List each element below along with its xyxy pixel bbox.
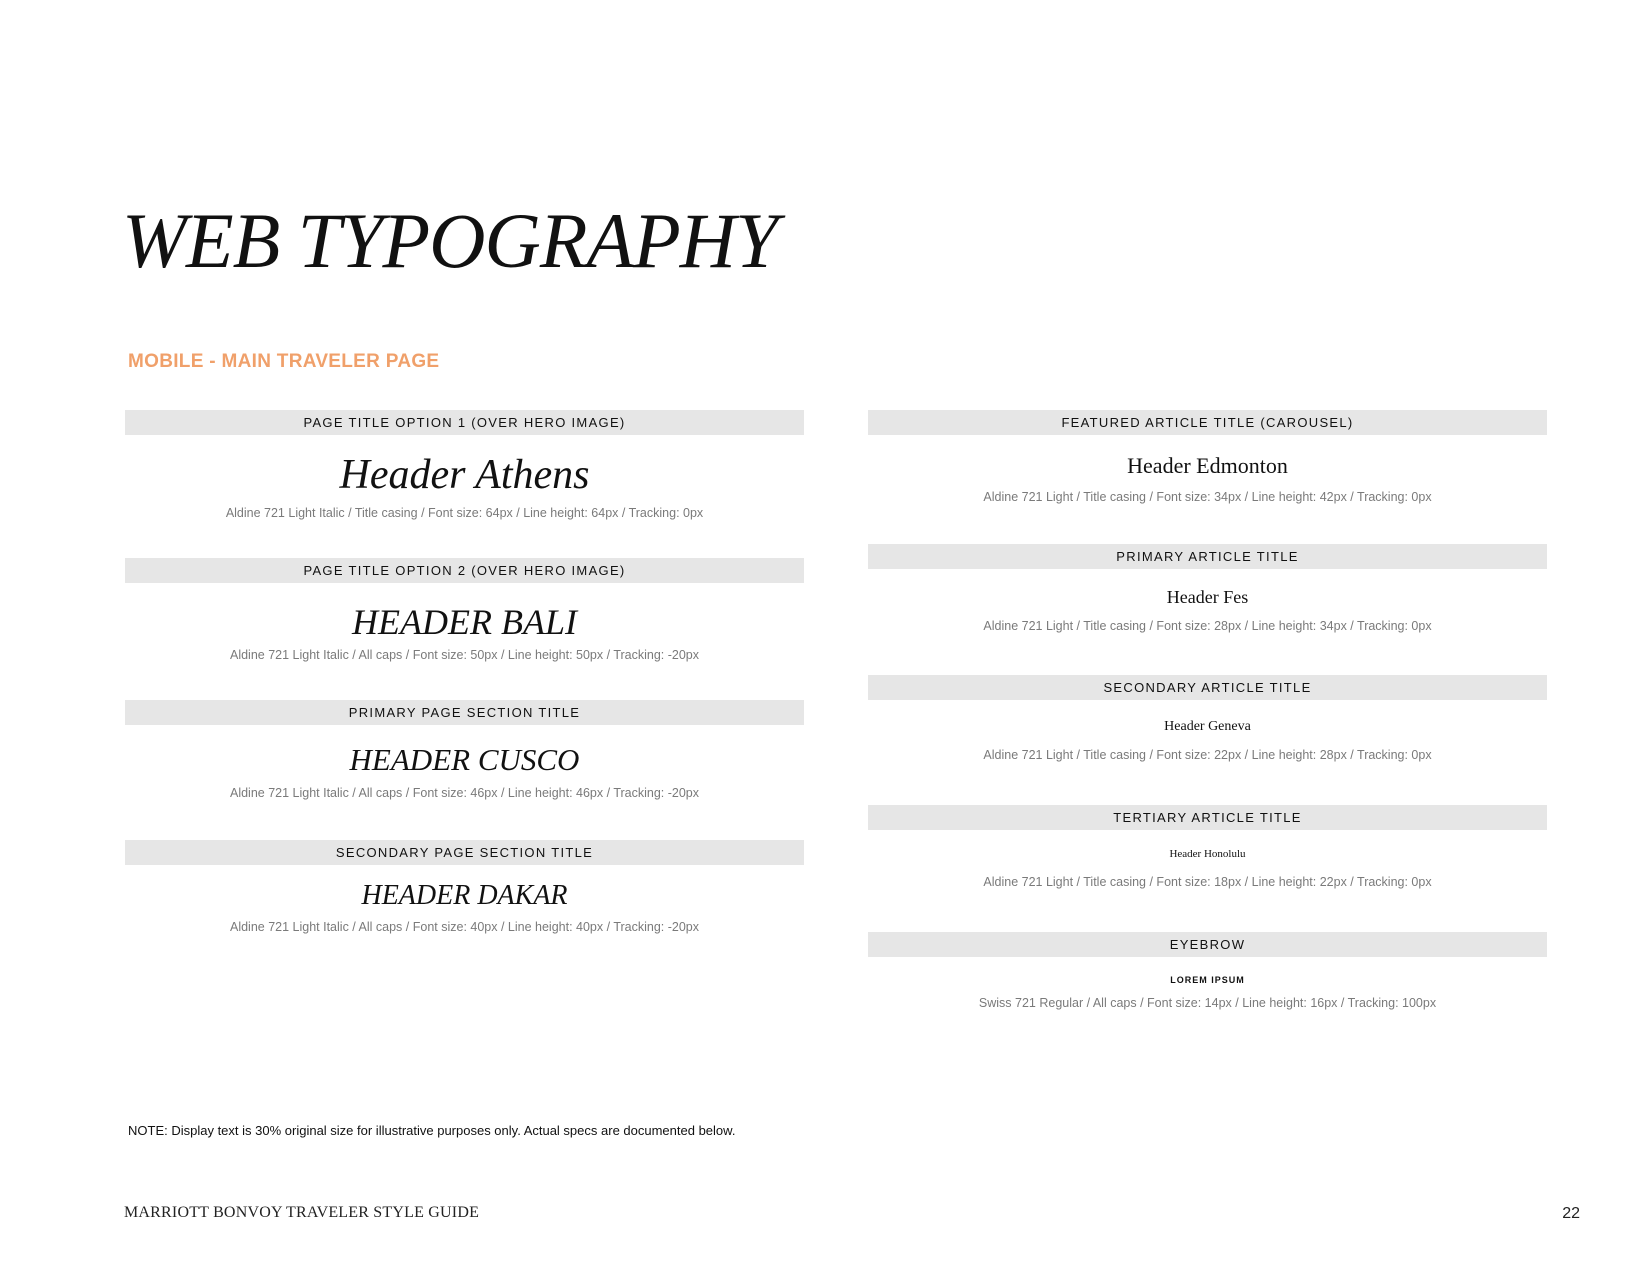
illustrative-size-note: NOTE: Display text is 30% original size for illustrative purposes only. Actual specs are documented below. xyxy=(128,1123,736,1138)
spec-label: EYEBROW xyxy=(868,932,1547,957)
type-sample: HEADER BALI xyxy=(352,602,577,642)
type-sample: Header Fes xyxy=(1166,587,1249,607)
type-sample: Header Athens xyxy=(339,452,590,498)
spec-primary-article-title xyxy=(868,544,1547,634)
spec-page-title-option-1 xyxy=(125,410,804,521)
page-title: WEB TYPOGRAPHY xyxy=(122,197,778,284)
spec-description: Aldine 721 Light / Title casing / Font size: 28px / Line height: 34px / Tracking: 0px xyxy=(983,619,1432,633)
spec-description: Aldine 721 Light Italic / All caps / Font size: 40px / Line height: 40px / Tracking: -20px xyxy=(229,920,700,934)
type-sample: HEADER DAKAR xyxy=(361,880,568,911)
type-sample: HEADER CUSCO xyxy=(349,742,580,777)
spec-tertiary-article-title xyxy=(868,805,1547,890)
footer-guide-title: MARRIOTT BONVOY TRAVELER STYLE GUIDE xyxy=(124,1204,480,1221)
spec-secondary-article-title xyxy=(868,675,1547,763)
spec-eyebrow xyxy=(868,932,1547,1011)
type-sample: LOREM IPSUM xyxy=(1170,975,1245,985)
spec-label: SECONDARY ARTICLE TITLE xyxy=(868,675,1547,700)
spec-description: Aldine 721 Light / Title casing / Font size: 18px / Line height: 22px / Tracking: 0px xyxy=(983,875,1432,889)
spec-label: SECONDARY PAGE SECTION TITLE xyxy=(125,840,804,865)
type-sample: Header Honolulu xyxy=(1169,848,1246,860)
spec-label: FEATURED ARTICLE TITLE (CAROUSEL) xyxy=(868,410,1547,435)
spec-description: Swiss 721 Regular / All caps / Font size: 14px / Line height: 16px / Tracking: 100px xyxy=(978,996,1437,1010)
section-heading: MOBILE - MAIN TRAVELER PAGE xyxy=(128,351,440,372)
spec-label: PAGE TITLE OPTION 1 (OVER HERO IMAGE) xyxy=(125,410,804,435)
page-number: 22 xyxy=(1562,1205,1580,1222)
spec-description: Aldine 721 Light Italic / All caps / Font size: 46px / Line height: 46px / Tracking: -20px xyxy=(229,786,700,800)
spec-featured-article-title xyxy=(868,410,1547,505)
spec-primary-page-section-title xyxy=(125,700,804,801)
spec-description: Aldine 721 Light Italic / Title casing / Font size: 64px / Line height: 64px / Tracking: 0px xyxy=(225,506,704,520)
spec-label: PRIMARY ARTICLE TITLE xyxy=(868,544,1547,569)
spec-label: TERTIARY ARTICLE TITLE xyxy=(868,805,1547,830)
spec-label: PAGE TITLE OPTION 2 (OVER HERO IMAGE) xyxy=(125,558,804,583)
type-sample: Header Geneva xyxy=(1164,719,1251,734)
type-sample: Header Edmonton xyxy=(1127,453,1288,478)
spec-page-title-option-2 xyxy=(125,558,804,663)
spec-description: Aldine 721 Light / Title casing / Font size: 34px / Line height: 42px / Tracking: 0px xyxy=(983,490,1432,504)
spec-description: Aldine 721 Light Italic / All caps / Font size: 50px / Line height: 50px / Tracking: -20px xyxy=(229,648,700,662)
spec-description: Aldine 721 Light / Title casing / Font size: 22px / Line height: 28px / Tracking: 0px xyxy=(983,748,1432,762)
spec-label: PRIMARY PAGE SECTION TITLE xyxy=(125,700,804,725)
spec-secondary-page-section-title xyxy=(125,840,804,935)
